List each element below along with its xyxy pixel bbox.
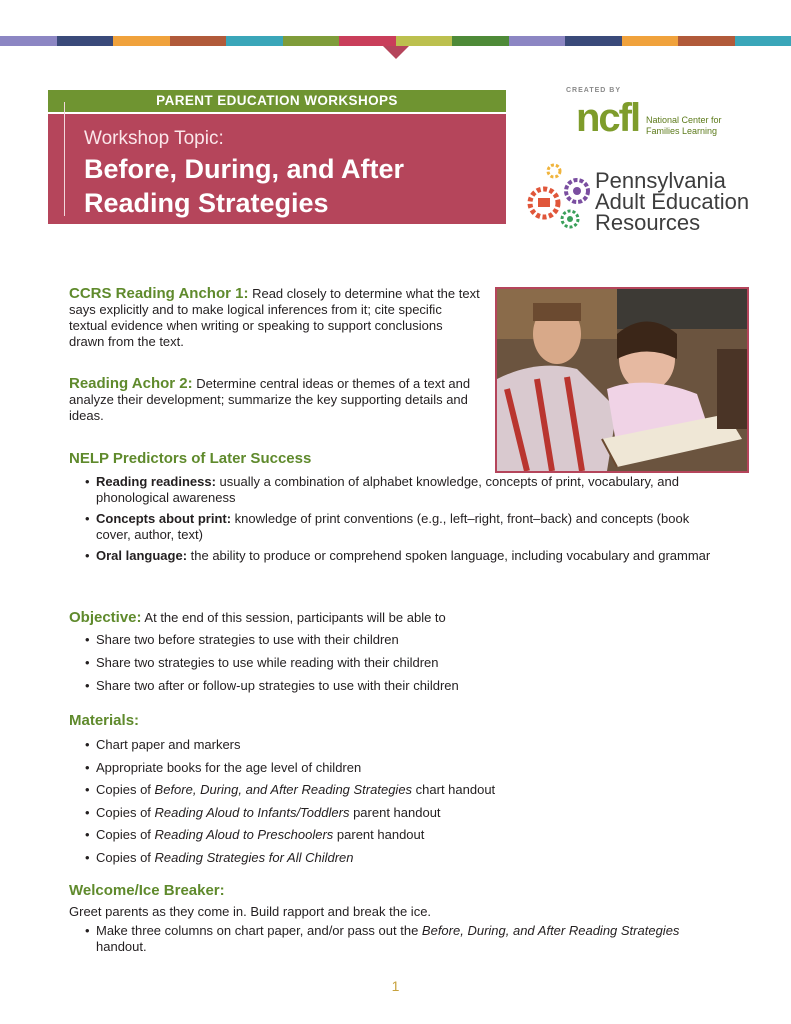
stripe-segment [0, 36, 57, 46]
ncfl-name-line-2: Families Learning [646, 126, 718, 136]
stripe-segment [509, 36, 566, 46]
program-label: PARENT EDUCATION WORKSHOPS [48, 90, 506, 112]
material-text: Appropriate books for the age level of children [96, 759, 362, 775]
topic-label: Workshop Topic: [84, 128, 224, 149]
material-text: Copies of [96, 849, 155, 865]
nelp-term: Concepts about print: [96, 511, 232, 526]
anchor-2-paragraph [69, 376, 485, 424]
objective-intro: At the end of this session, participants will be able to [141, 610, 446, 625]
stripe-segment [170, 36, 227, 46]
material-title: Reading Aloud to Preschoolers [154, 827, 334, 842]
header-notch [383, 46, 409, 59]
anchor-1-heading: CCRS Reading Anchor 1: [69, 285, 249, 302]
list-item [69, 548, 719, 564]
ncfl-name [646, 115, 722, 137]
list-item [69, 827, 495, 843]
nelp-list [69, 474, 719, 564]
material-text: Chart paper and markers [96, 737, 241, 752]
list-item [69, 511, 719, 543]
objective-line [69, 609, 446, 626]
welcome-intro: Greet parents as they come in. Build rapport and break the ice. [69, 904, 432, 919]
nelp-text: knowledge of print conventions (e.g., left–right, front–back) and concepts (book cover, author, text) [96, 511, 690, 542]
stripe-segment [396, 36, 453, 46]
father-child-reading-illustration [497, 289, 747, 471]
page-title [84, 152, 404, 220]
nelp-term: Reading readiness: [96, 474, 216, 489]
anchor-2-text: Determine central ideas or themes of a text and analyze their development; summarize the key supporting details and ideas. [69, 376, 471, 423]
page-number: 1 [391, 978, 400, 994]
ncfl-name-line-1: National Center for [646, 115, 722, 125]
welcome-heading: Welcome/Ice Breaker: [69, 882, 225, 899]
reading-photo [495, 287, 749, 473]
material-text-suffix: parent handout [349, 804, 441, 820]
stripe-segment [622, 36, 679, 46]
stripe-segment [452, 36, 509, 46]
list-item: • Share two after or follow-up strategies to use with their children [69, 678, 459, 694]
welcome-item-post: handout. [96, 939, 147, 954]
welcome-list [69, 923, 689, 955]
stripe-segment [735, 36, 791, 46]
material-title: Reading Aloud to Infants/Toddlers [154, 804, 350, 820]
materials-list [69, 737, 495, 866]
stripe-segment [57, 36, 114, 46]
color-stripe [0, 36, 791, 46]
list-item [69, 850, 495, 866]
welcome-item-title: Before, During, and After Reading Strategies [421, 923, 680, 938]
gears-icon [524, 163, 596, 235]
materials-heading: Materials: [69, 712, 140, 729]
banner-divider [64, 102, 65, 216]
title-line-2: Reading Strategies [84, 188, 329, 218]
pa-line-2: Adult Education [595, 189, 750, 214]
stripe-segment [283, 36, 340, 46]
list-item: • Share two before strategies to use with their children [69, 632, 459, 648]
title-line-1: Before, During, and After [84, 154, 405, 184]
nelp-text: the ability to produce or comprehend spoken language, including vocabulary and grammar [187, 548, 711, 563]
objective-list [69, 632, 459, 694]
list-item [69, 782, 495, 798]
title-banner [48, 114, 506, 224]
stripe-segment [113, 36, 170, 46]
nelp-heading: NELP Predictors of Later Success [69, 450, 312, 467]
stripe-segment [565, 36, 622, 46]
anchor-1-paragraph [69, 286, 481, 350]
nelp-term: Oral language: [96, 548, 188, 563]
material-title: Reading Strategies for All Children [154, 849, 354, 865]
objective-heading: Objective: [69, 609, 142, 626]
anchor-2-heading: Reading Achor 2: [69, 375, 193, 392]
material-text-suffix: parent handout [333, 827, 425, 842]
list-item [69, 805, 495, 821]
list-item: • Share two strategies to use while reading with their children [69, 655, 459, 671]
material-text-suffix: chart handout [412, 782, 496, 797]
anchor-1-text: Read closely to determine what the text says explicitly and to make logical inferences from it; cite specific textual evidence when writing or speaking to support conclusions drawn from the text. [69, 286, 480, 349]
nelp-text: usually a combination of alphabet knowledge, concepts of print, vocabulary, and phonological awareness [96, 474, 679, 505]
material-text: Copies of [96, 827, 155, 842]
created-by-label: CREATED BY [566, 87, 621, 94]
stripe-segment [226, 36, 283, 46]
pa-line-1: Pennsylvania [595, 168, 726, 193]
pa-line-3: Resources [595, 210, 701, 235]
stripe-segment [339, 36, 396, 46]
list-item [69, 474, 719, 506]
ncfl-logo: ncfl [576, 96, 640, 140]
material-title: Before, During, and After Reading Strategies [154, 782, 413, 797]
material-text: Copies of [96, 804, 155, 820]
list-item [69, 737, 495, 753]
welcome-item-pre: Make three columns on chart paper, and/or pass out the [96, 923, 422, 938]
stripe-segment [678, 36, 735, 46]
material-text: Copies of [96, 782, 155, 797]
pa-adult-ed-logo [595, 170, 749, 233]
list-item [69, 923, 689, 955]
list-item [69, 760, 495, 776]
